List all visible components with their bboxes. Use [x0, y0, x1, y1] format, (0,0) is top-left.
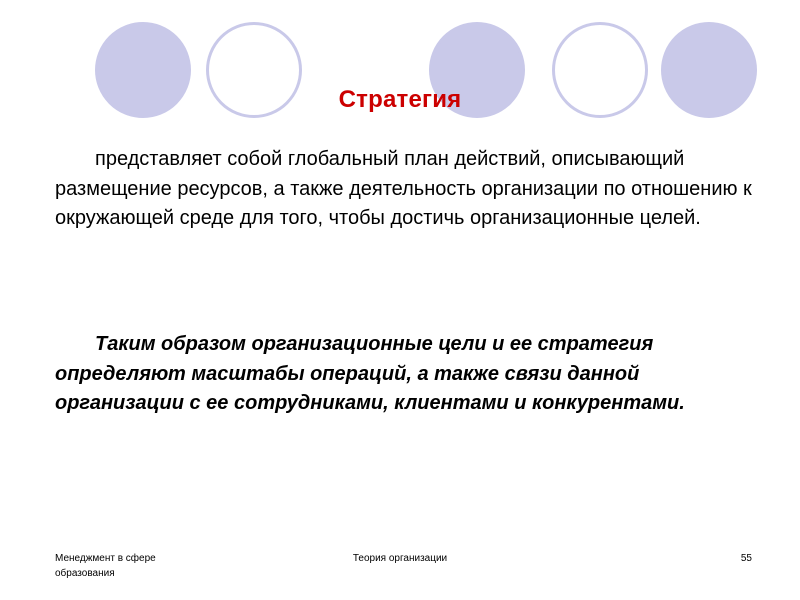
- slide-number: 55: [740, 553, 752, 564]
- footer-course-name: Менеджмент в сфере образования: [55, 553, 156, 579]
- slide-body-text: представляет собой глобальный план действий, описывающий размещение ресурсов, а также деятельность организации по отношению к окружающей среде для того, чтобы достичь организационные целей.: [55, 148, 752, 229]
- footer-subject: Теория организации: [352, 553, 448, 564]
- slide-emphasis-text: Таким образом организационные цели и ее стратегия определяют масштабы операций, а также связи данной организации с ее сотрудниками, клиентами и конкурентами.: [55, 333, 685, 414]
- slide-title: Стратегия: [338, 86, 462, 113]
